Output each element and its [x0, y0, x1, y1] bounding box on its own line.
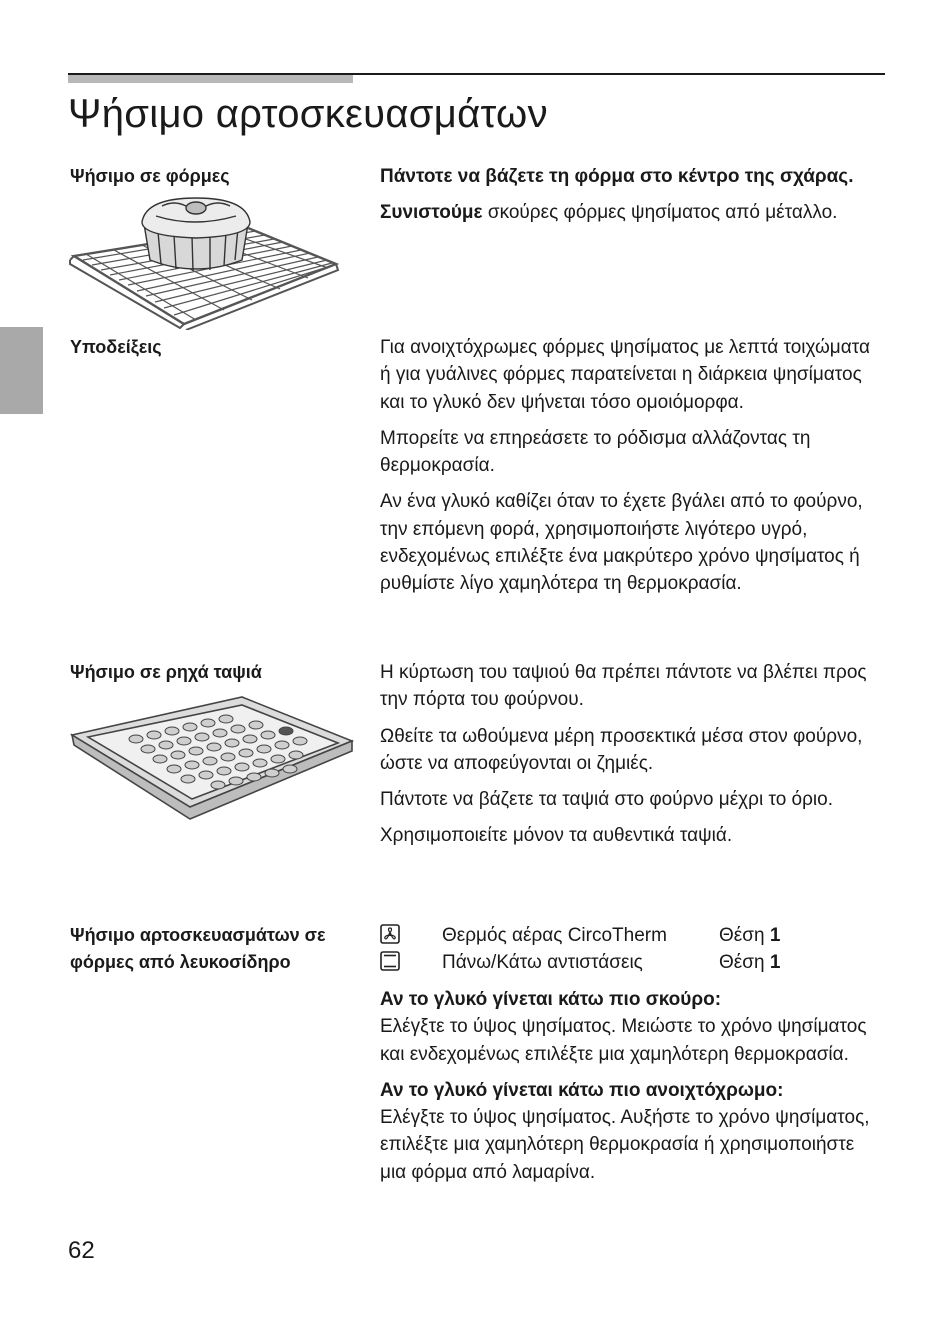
cake-mold [142, 198, 250, 271]
troubleshoot-light-heading: Αν το γλυκό γίνεται κάτω πιο ανοιχτόχρωμο: [380, 1079, 784, 1101]
heating-mode-row [380, 949, 885, 976]
trays-paragraph: Χρησιμοποιείτε μόνον τα αυθεντικά ταψιά. [380, 825, 733, 847]
position-value: 1 [769, 925, 781, 946]
page-title: Ψήσιμο αρτοσκευασμάτων [68, 92, 548, 136]
forms-instruction: Πάντοτε να βάζετε τη φόρμα στο κέντρο της σχάρας. [380, 166, 854, 187]
tips-paragraph: Για ανοιχτόχρωμες φόρμες ψησίματος με λεπτά τοιχώματα ή για γυάλινες φόρμες παρατείνεται η διάρκεια ψησίματος και το γλυκό δεν ψήνεται τόσο ομοιόμορφα. [380, 337, 870, 413]
page-number: 62 [68, 1237, 95, 1264]
baking-tray-illustration [66, 695, 356, 825]
position-value: 1 [769, 952, 781, 973]
heating-mode-position [719, 922, 780, 949]
position-label: Θέση [719, 925, 765, 946]
tinplate-label-line1: Ψήσιμο αρτοσκευασμάτων σε [70, 925, 326, 945]
fan-heating-icon [380, 924, 400, 944]
cake-mold-on-rack-illustration [66, 194, 342, 330]
section-body-trays [380, 659, 885, 859]
section-body-tinplate [380, 986, 885, 1195]
tips-paragraph: Αν ένα γλυκό καθίζει όταν το έχετε βγάλει από το φούρνο, την επόμενη φορά, χρησιμοποιήστε λιγότερο υγρό, ενδεχομένως επιλέξτε ένα μακρύτερο χρόνο ψησίματος ή ρυθμίστε λίγο χαμηλότερα τη θερμοκρασία. [380, 491, 863, 595]
troubleshoot-dark-heading: Αν το γλυκό γίνεται κάτω πιο σκούρο: [380, 989, 722, 1010]
tinplate-label-line2: φόρμες από λευκοσίδηρο [70, 952, 291, 972]
top-bottom-heating-icon [380, 951, 400, 971]
forms-recommendation [380, 199, 885, 226]
heating-mode-name: Πάνω/Κάτω αντιστάσεις [442, 952, 643, 973]
section-label-trays: Ψήσιμο σε ρηχά ταψιά [70, 662, 262, 682]
section-body-forms [380, 163, 885, 236]
trays-paragraph: Πάντοτε να βάζετε τα ταψιά στο φούρνο μέχρι το όριο. [380, 789, 833, 811]
section-body-tips [380, 334, 885, 607]
section-label-tinplate [70, 922, 326, 976]
heating-mode-name: Θερμός αέρας CircoTherm [442, 925, 667, 946]
troubleshoot-dark [380, 986, 885, 1068]
section-label-forms: Ψήσιμο σε φόρμες [70, 166, 230, 186]
header-accent-bar [68, 75, 353, 83]
heating-mode-row [380, 922, 885, 949]
chapter-tab-marker [0, 327, 43, 414]
trays-paragraph: Ωθείτε τα ωθούμενα μέρη προσεκτικά μέσα στον φούρνο, ώστε να αποφεύγονται οι ζημιές. [380, 725, 863, 774]
section-label-tips: Υποδείξεις [70, 337, 162, 357]
trays-paragraph: Η κύρτωση του ταψιού θα πρέπει πάντοτε να βλέπει προς την πόρτα του φούρνου. [380, 662, 867, 711]
heating-mode-position [719, 949, 780, 976]
recommend-text: σκούρες φόρμες ψησίματος από μέταλλο. [482, 202, 838, 224]
position-label: Θέση [719, 952, 765, 973]
troubleshoot-light [380, 1077, 885, 1186]
recommend-keyword: Συνιστούμε [380, 202, 483, 224]
troubleshoot-light-text: Ελέγξτε το ύψος ψησίματος. Αυξήστε το χρόνο ψησίματος, επιλέξτε μια χαμηλότερη θερμοκρασία ή χρησιμοποιήστε μια φόρμα από λαμαρίνα. [380, 1107, 870, 1183]
tips-paragraph: Μπορείτε να επηρεάσετε το ρόδισμα αλλάζοντας τη θερμοκρασία. [380, 427, 811, 477]
troubleshoot-dark-text: Ελέγξτε το ύψος ψησίματος. Μειώστε το χρόνο ψησίματος και ενδεχομένως επιλέξτε μια χαμηλότερη θερμοκρασία. [380, 1016, 867, 1065]
